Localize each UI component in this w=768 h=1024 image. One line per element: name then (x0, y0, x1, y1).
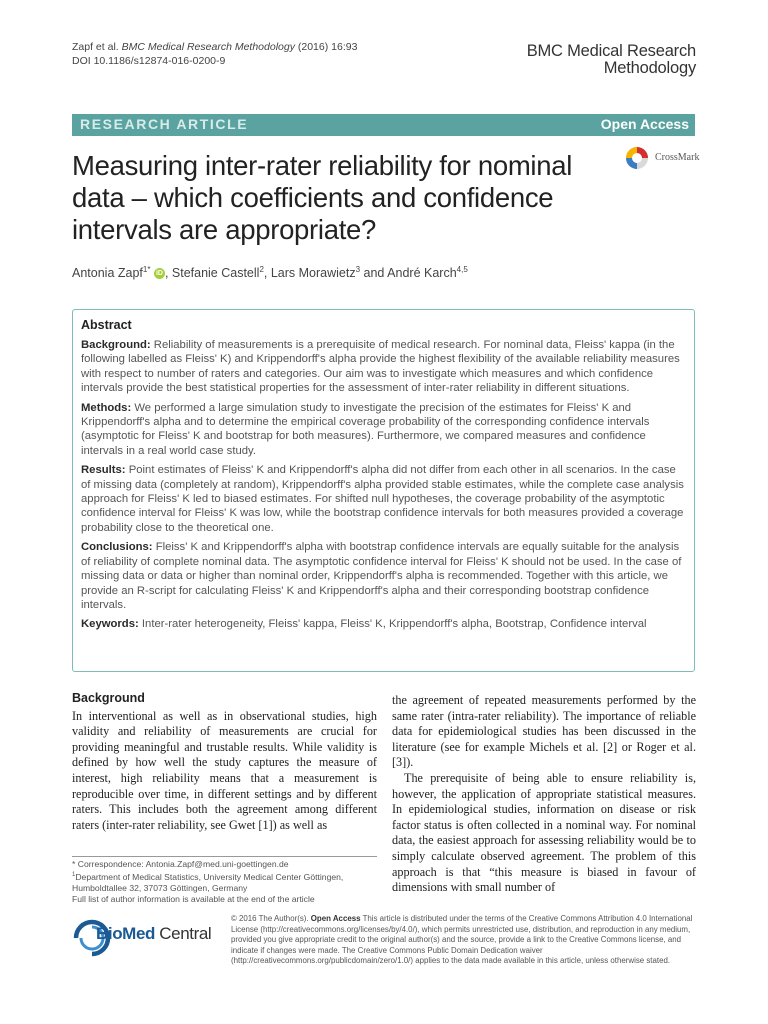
author-name: , Stefanie Castell (164, 266, 260, 281)
citation-year: (2016) 16:93 (297, 41, 358, 53)
footnote-divider (72, 856, 377, 857)
author-name: , Lars Morawietz (263, 266, 356, 281)
journal-line1: BMC Medical Research (526, 42, 696, 60)
body-paragraph: the agreement of repeated measurements performed by the same rater (intra-rater reliability). The importance of reliable data for epidemiological studies has been discussed in the literature (see for example Michels et al. [2] or Roger et al. [3]). (392, 693, 696, 770)
author-sup: 1* (142, 265, 151, 274)
open-access-label: Open Access (600, 116, 689, 132)
journal-name (527, 43, 696, 77)
abstract-background (81, 338, 686, 396)
affiliation-sup: 1 (72, 872, 76, 878)
article-type-band (72, 114, 695, 136)
license-body: This article is distributed under the terms of the Creative Commons Attribution 4.0 International License (http://creativecommons.org/licenses/by/4.0/), which permits unrestricted use, distribution, and reproduction in any medium, provided you give appropriate credit to the original author(s) and the source, provide a link to the Creative Commons license, and indicate if changes were made. The Creative Commons Public Domain Dedication waiver (http://creativecommons.org/publicdomain/zero/1.0/) applies to the data made available in this article, unless otherwise stated. (231, 914, 693, 965)
body-column-right (392, 693, 696, 896)
logo-bio: BioMed (96, 924, 155, 943)
section-text: Reliability of measurements is a prerequisite of medical research. For nominal data, Fleiss' kappa (in the following labelled as Fleiss' K) and Krippendorff's alpha provide the highest flexibility of the available reliability measures with respect to number of raters and categories. Our aim was to investigate which measures and which confidence intervals provide the best statistical properties for the assessment of inter-rater reliability in different situations. (81, 339, 680, 395)
crossmark-label[interactable]: CrossMark (655, 152, 700, 163)
license-text (231, 914, 696, 967)
footnotes (72, 859, 377, 905)
orcid-icon[interactable]: iD (155, 270, 163, 278)
copyright: © 2016 The Author(s). (231, 914, 311, 923)
full-list-note: Full list of author information is available at the end of the article (72, 893, 315, 904)
section-label: Background: (81, 339, 151, 351)
author-list (72, 265, 468, 280)
citation-header (72, 41, 357, 68)
affiliation-text: Department of Medical Statistics, University Medical Center Göttingen, Humboldtallee 32, 37073 Göttingen, Germany (72, 871, 344, 893)
body-paragraph: In interventional as well as in observational studies, high validity and reliability of measurements are crucial for providing meaningful and trustable results. While validity is defined by how well the study captures the measure of interest, high reliability means that a measurement is reproducible over time, in different settings and by different raters. This includes both the agreement among different raters (inter-rater reliability, see Gwet [1]) as well as (72, 708, 377, 832)
biomed-central-wordmark (96, 924, 211, 944)
section-label: Results: (81, 464, 126, 477)
author-sup: 2 (259, 265, 264, 274)
body-column-left (72, 691, 377, 833)
author-sup: 3 (355, 265, 361, 274)
section-text: Fleiss' K and Krippendorff's alpha with bootstrap confidence intervals are equally suitable for the analysis of reliability of complete nominal data. The asymptotic confidence interval for Fleiss' K should not be used. In the case of missing data or data or higher than nominal order, Krippendorff's alpha is recommended. Together with this article, we provide an R-script for calculating Fleiss' K and Krippendorff's alpha and their corresponding bootstrap confidence intervals. (81, 541, 682, 611)
doi-link[interactable]: DOI 10.1186/s12874-016-0200-9 (72, 54, 226, 67)
abstract-results (81, 463, 686, 535)
section-label: Methods: (81, 401, 132, 414)
abstract-conclusions (81, 540, 686, 612)
open-access-bold: Open Access (310, 914, 361, 923)
author-name: Antonia Zapf (72, 266, 143, 281)
journal-line2: Methodology (603, 59, 696, 77)
article-title: Measuring inter-rater reliability for nominal data – which coefficients and confidence intervals are appropriate? (72, 150, 573, 245)
section-label: Conclusions: (81, 541, 153, 554)
article-type-label: RESEARCH ARTICLE (80, 116, 249, 132)
citation-journal: BMC Medical Research Methodology (121, 41, 295, 53)
abstract-keywords (81, 617, 686, 631)
section-text: Inter-rater heterogeneity, Fleiss' kappa, Fleiss' K, Krippendorff's alpha, Bootstrap, Confidence interval (138, 618, 647, 631)
section-label: Keywords: (81, 618, 139, 631)
section-text: Point estimates of Fleiss' K and Krippendorff's alpha did not differ from each other in all scenarios. In the case of missing data (completely at random), Krippendorff's alpha provided stable estimates, while the complete case analysis approach for Fleiss' K led to biased estimates. For shifted null hypotheses, the coverage probability of the asymptotic confidence interval for Fleiss' K was low, while the bootstrap confidence intervals for both measures provided a coverage probability close to the theoretical one. (81, 464, 684, 534)
logo-central: Central (154, 924, 212, 943)
correspondence[interactable]: * Correspondence: Antonia.Zapf@med.uni-goettingen.de (72, 859, 289, 869)
abstract-methods (81, 401, 686, 459)
citation-authors: Zapf et al. (72, 41, 119, 53)
abstract-heading: Abstract (81, 318, 132, 332)
section-heading: Background (72, 691, 145, 705)
affiliation (72, 870, 377, 894)
body-paragraph: The prerequisite of being able to ensure reliability is, however, the application of appropriate statistical measures. In epidemiological studies, information on disease or risk factor status is often collected in a nominal way. For nominal data, the easiest approach for assessing reliability would be to simply calculate observed agreement. The problem of this approach is that “this measure is biased in favour of dimensions with small number of (392, 770, 696, 895)
author-name: and André Karch (360, 266, 457, 281)
section-text: We performed a large simulation study to investigate the precision of the estimates for Fleiss' K and Krippendorff's alpha and to determine the empirical coverage probability of the corresponding confidence intervals (asymptotic for Fleiss' K and bootstrap for both measures). Furthermore, we compared measures and confidence intervals in a real world case study. (81, 401, 650, 457)
abstract-box (72, 309, 695, 672)
author-sup: 4,5 (456, 265, 468, 274)
